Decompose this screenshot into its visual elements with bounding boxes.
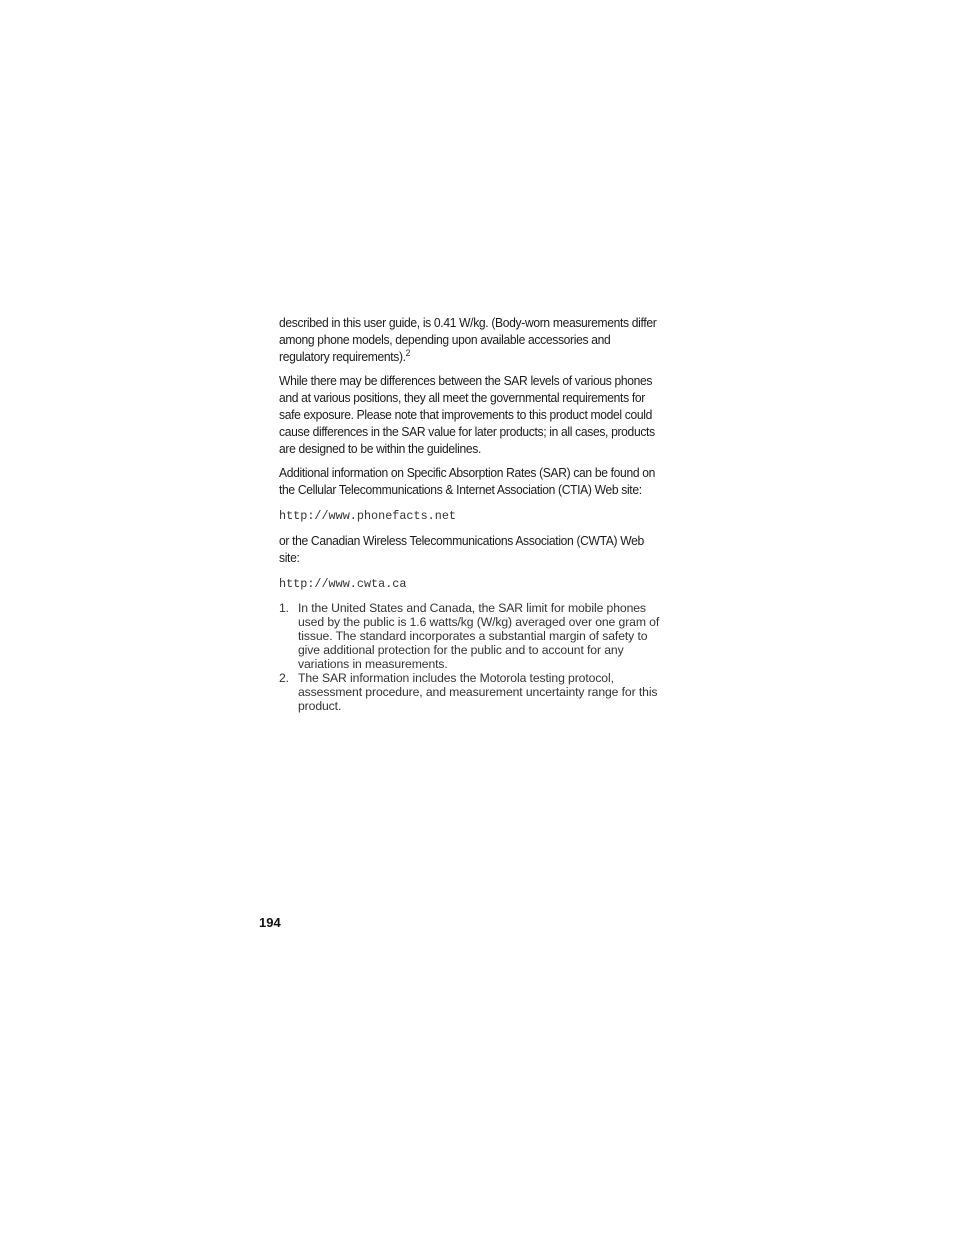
url-cwta: http://www.cwta.ca: [279, 577, 407, 591]
footnote-item: [279, 601, 661, 671]
url-phonefacts: http://www.phonefacts.net: [279, 509, 456, 523]
page-content: [279, 315, 661, 713]
footnote-number: 2.: [279, 671, 289, 685]
page-number: 194: [259, 915, 281, 930]
footnotes-list: [279, 601, 661, 713]
paragraph-ctia-info: Additional information on Specific Absorption Rates (SAR) can be found on the Cellular Telecommunications & Internet Association (CTIA) Web site:: [279, 466, 656, 497]
footnote-number: 1.: [279, 601, 289, 615]
footnote-text: The SAR information includes the Motorola testing protocol, assessment procedure, and measurement uncertainty range for this product.: [298, 671, 658, 713]
paragraph-sar-differences: While there may be differences between the SAR levels of various phones and at various positions, they all meet the governmental requirements for safe exposure. Please note that improvements to this product model could cause differences in the SAR value for later products; in all cases, products are designed to be within the guidelines.: [279, 374, 655, 456]
paragraph-text: described in this user guide, is 0.41 W/kg. (Body-worn measurements differ among phone models, depending upon available accessories and regulatory requirements).: [279, 316, 657, 364]
footnote-text: In the United States and Canada, the SAR limit for mobile phones used by the public is 1.6 watts/kg (W/kg) averaged over one gram of tissue. The standard incorporates a substantial margin of safety to give additional protection for the public and to account for any variations in measurements.: [298, 601, 660, 671]
footnote-reference: 2: [405, 347, 411, 358]
paragraph-sar-body-worn: [279, 315, 661, 366]
paragraph-cwta-info: or the Canadian Wireless Telecommunications Association (CWTA) Web site:: [279, 534, 644, 565]
footnote-item: [279, 671, 661, 713]
